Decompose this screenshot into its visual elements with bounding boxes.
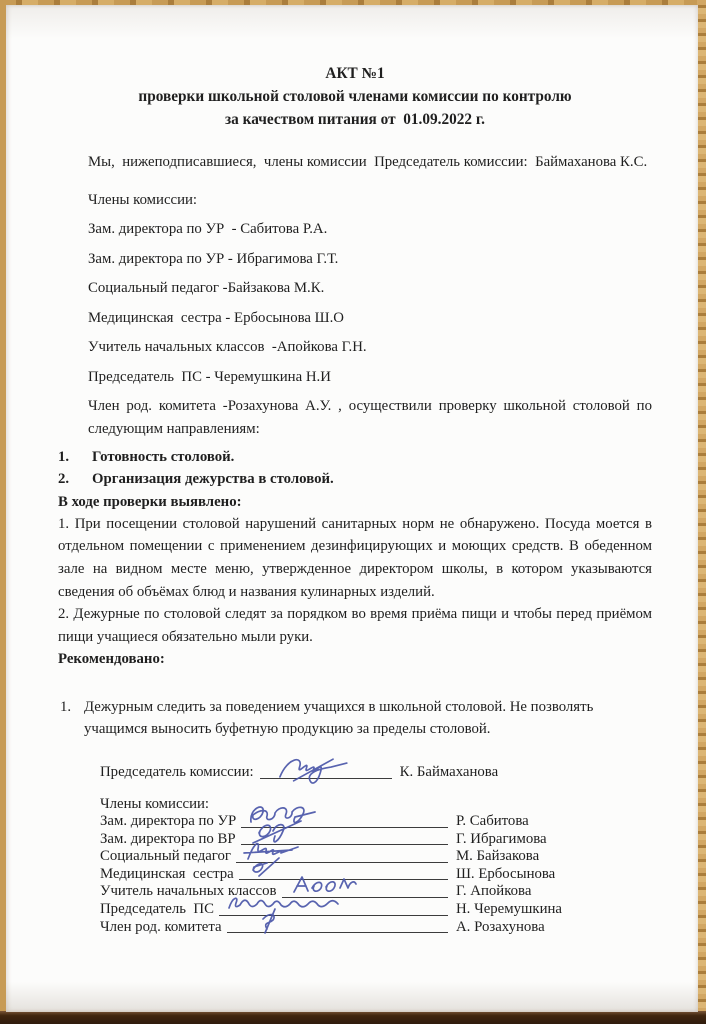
recommendation-item <box>58 696 652 741</box>
chairman-signature-row <box>100 762 502 782</box>
direction-text: Организация дежурства в столовой. <box>92 471 334 488</box>
finding-paragraph: 2. Дежурные по столовой следят за порядком во время приёма пищи и чтобы перед приёмом пищи учащиеся обязательно мыли руки. <box>58 606 652 645</box>
signature-row <box>100 919 588 937</box>
recommendations-list <box>58 696 652 741</box>
signature-rows <box>100 813 652 936</box>
direction-item <box>58 446 652 468</box>
directions-list <box>58 446 652 491</box>
final-member-paragraph: Член род. комитета -Розахунова А.У. , осуществили проверку школьной столовой по следующим направлениям: <box>88 398 652 437</box>
recommended-heading: Рекомендовано: <box>58 651 165 668</box>
signature-members-heading: Члены комиссии: <box>100 795 210 812</box>
recommendation-number: 1. <box>60 698 72 715</box>
scan-edge-right <box>697 0 706 1024</box>
signature-name: А. Розахунова <box>456 918 545 935</box>
doc-title-line3: за качеством питания от 01.09.2022 г. <box>225 111 485 128</box>
signature-role-label: Член род. комитета <box>100 918 222 935</box>
signature-role-label: Социальный педагог <box>100 848 231 865</box>
chairman-label: Председатель комиссии: <box>100 763 254 780</box>
recommendation-text: Дежурным следить за поведением учащихся в школьной столовой. Не позволять учащимся выносить буфетную продукцию за пределы столовой. <box>84 698 594 738</box>
direction-text: Готовность столовой. <box>92 449 235 465</box>
signature-name: Ш. Ербосынова <box>456 865 556 882</box>
member-line: Медицинская сестра - Ербосынова Ш.О <box>88 309 344 326</box>
members-heading: Члены комиссии: <box>88 192 198 208</box>
signature-line <box>227 919 448 933</box>
signature-role-label: Зам. директора по ВР <box>100 830 236 847</box>
signature-name: Р. Сабитова <box>456 812 529 829</box>
chairman-name: К. Баймаханова <box>399 763 499 780</box>
scan-edge-bottom <box>0 1011 706 1024</box>
findings-heading: В ходе проверки выявлено: <box>58 493 242 510</box>
direction-item <box>58 468 652 490</box>
signature-name: М. Байзакова <box>456 848 540 865</box>
document-content <box>58 62 652 936</box>
chairman-signature-scribble <box>274 753 392 787</box>
document-title-block <box>58 62 652 131</box>
member-line: Зам. директора по УР - Сабитова Р.А. <box>88 221 328 237</box>
signature-role-label: Учитель начальных классов <box>100 883 277 900</box>
intro-paragraph: Мы, нижеподписавшиеся, члены комиссии Председатель комиссии: Баймаханова К.С. <box>88 154 648 170</box>
signature-name: Г. Апойкова <box>456 883 532 900</box>
member-line: Зам. директора по УР - Ибрагимова Г.Т. <box>88 250 339 267</box>
signature-role-label: Зам. директора по УР <box>100 812 237 829</box>
signature-role-label: Медицинская сестра <box>100 865 234 882</box>
direction-number: 1. <box>58 449 70 465</box>
member-line: Социальный педагог -Байзакова М.К. <box>88 280 325 296</box>
doc-title-line1: АКТ №1 <box>325 65 385 82</box>
doc-title-line2: проверки школьной столовой членами комиссии по контролю <box>138 88 572 105</box>
signature-role-label: Председатель ПС <box>100 900 214 917</box>
signature-row <box>100 883 588 901</box>
member-line: Учитель начальных классов -Апойкова Г.Н. <box>88 339 367 355</box>
findings-list <box>58 513 652 649</box>
document-paper <box>6 5 698 1012</box>
signature-block <box>100 762 652 936</box>
member-line: Председатель ПС - Черемушкина Н.И <box>88 368 331 385</box>
signature-name: Г. Ибрагимова <box>456 830 547 847</box>
signature-scribble <box>231 905 351 939</box>
chairman-signature-line <box>260 765 392 779</box>
finding-paragraph: 1. При посещении столовой нарушений санитарных норм не обнаружено. Посуда моется в отдельном помещении с применением дезинфицирующих и моющих средств. В обеденном зале на видном месте меню, утвержденное директором школы, в котором указываются сведения об объёмах блюд и названия кулинарных изделий. <box>58 515 652 600</box>
members-list <box>58 215 652 392</box>
signature-name: Н. Черемушкина <box>456 900 562 917</box>
direction-number: 2. <box>58 471 70 488</box>
